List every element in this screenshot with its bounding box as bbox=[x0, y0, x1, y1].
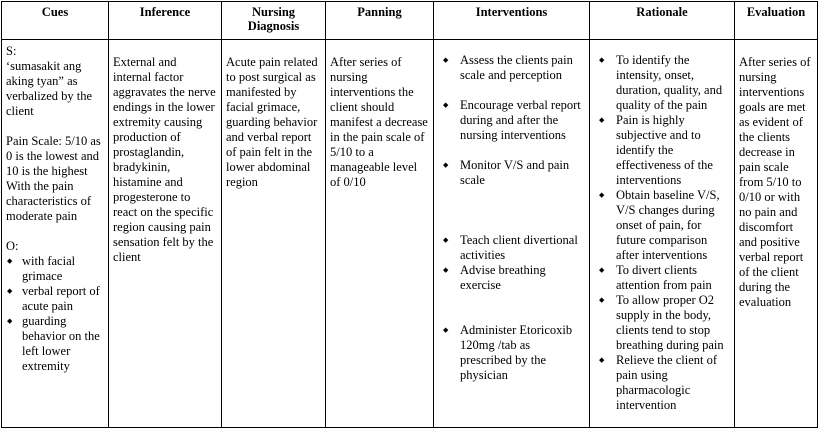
subjective-quote: ‘sumasakit ang aking tyan” as verbalized by the client bbox=[6, 59, 93, 118]
header-inference: Inference bbox=[109, 2, 222, 40]
cell-cues bbox=[2, 40, 109, 428]
rationale-list bbox=[594, 53, 730, 413]
header-interventions: Interventions bbox=[434, 2, 590, 40]
header-nursing-diagnosis-text: Nursing Diagnosis bbox=[247, 5, 300, 33]
intervention-item: ◆ Advise breathing exercise bbox=[438, 263, 585, 293]
rationale-item: ◆ To allow proper O2 supply in the body, clients tend to stop breathing during pain bbox=[594, 293, 730, 353]
objective-list bbox=[6, 254, 104, 374]
rationale-item: ◆ Obtain baseline V/S, V/S changes during onset of pain, for future comparison after interventions bbox=[594, 188, 730, 263]
rationale-item: ◆ To divert clients attention from pain bbox=[594, 263, 730, 293]
inference-text: External and internal factor aggravates the nerve endings in the lower extremity causing production of prostaglandin, bradykinin, histamine and progesterone to react on the specific region causing pain sensation felt by the client bbox=[113, 55, 216, 264]
pain-scale-text: Pain Scale: 5/10 as 0 is the lowest and 10 is the highest bbox=[6, 134, 101, 178]
objective-item: ◆ guarding behavior on the left lower extremity bbox=[6, 314, 104, 374]
header-evaluation: Evaluation bbox=[735, 2, 818, 40]
rationale-item: ◆ Relieve the client of pain using pharmacologic intervention bbox=[594, 353, 730, 413]
objective-item: ◆ verbal report of acute pain bbox=[6, 284, 104, 314]
rationale-item: ◆ To identify the intensity, onset, duration, quality, and quality of the pain bbox=[594, 53, 730, 113]
cell-interventions bbox=[434, 40, 590, 428]
intervention-item: ◆ Assess the clients pain scale and perception bbox=[438, 53, 585, 83]
nursing-diagnosis-text: Acute pain related to post surgical as manifested by facial grimace, guarding behavior and verbal report of pain felt in the lower abdominal region bbox=[226, 55, 318, 189]
objective-item: ◆ with facial grimace bbox=[6, 254, 104, 284]
objective-label: O: bbox=[6, 239, 19, 253]
evaluation-text: After series of nursing interventions goals are met as evident of the clients decrease in pain scale from 5/10 to 0/10 or with no pain and discomfort and positive verbal report of the client during the evaluation bbox=[739, 55, 811, 309]
cell-nursing-diagnosis bbox=[222, 40, 326, 428]
cell-rationale bbox=[590, 40, 735, 428]
intervention-item: ◆ Teach client divertional activities bbox=[438, 233, 585, 263]
interventions-list bbox=[438, 53, 585, 383]
header-cues: Cues bbox=[2, 2, 109, 40]
cell-panning bbox=[326, 40, 434, 428]
content-row bbox=[2, 40, 818, 428]
cell-evaluation bbox=[735, 40, 818, 428]
header-rationale: Rationale bbox=[590, 2, 735, 40]
pain-characteristics-text: With the pain characteristics of moderate pain bbox=[6, 179, 92, 223]
rationale-item: ◆ Pain is highly subjective and to identify the effectiveness of the interventions bbox=[594, 113, 730, 188]
cell-inference bbox=[109, 40, 222, 428]
intervention-item: ◆ Monitor V/S and pain scale bbox=[438, 158, 585, 188]
header-panning: Panning bbox=[326, 2, 434, 40]
intervention-item: ◆ Encourage verbal report during and after the nursing interventions bbox=[438, 98, 585, 143]
header-row bbox=[2, 2, 818, 40]
panning-text: After series of nursing interventions the client should manifest a decrease in the pain scale of 5/10 to a manageable level of 0/10 bbox=[330, 55, 428, 189]
subjective-label: S: bbox=[6, 44, 17, 58]
header-nursing-diagnosis bbox=[222, 2, 326, 40]
nursing-care-plan-table bbox=[1, 1, 818, 428]
intervention-item: ◆ Administer Etoricoxib 120mg /tab as prescribed by the physician bbox=[438, 323, 585, 383]
